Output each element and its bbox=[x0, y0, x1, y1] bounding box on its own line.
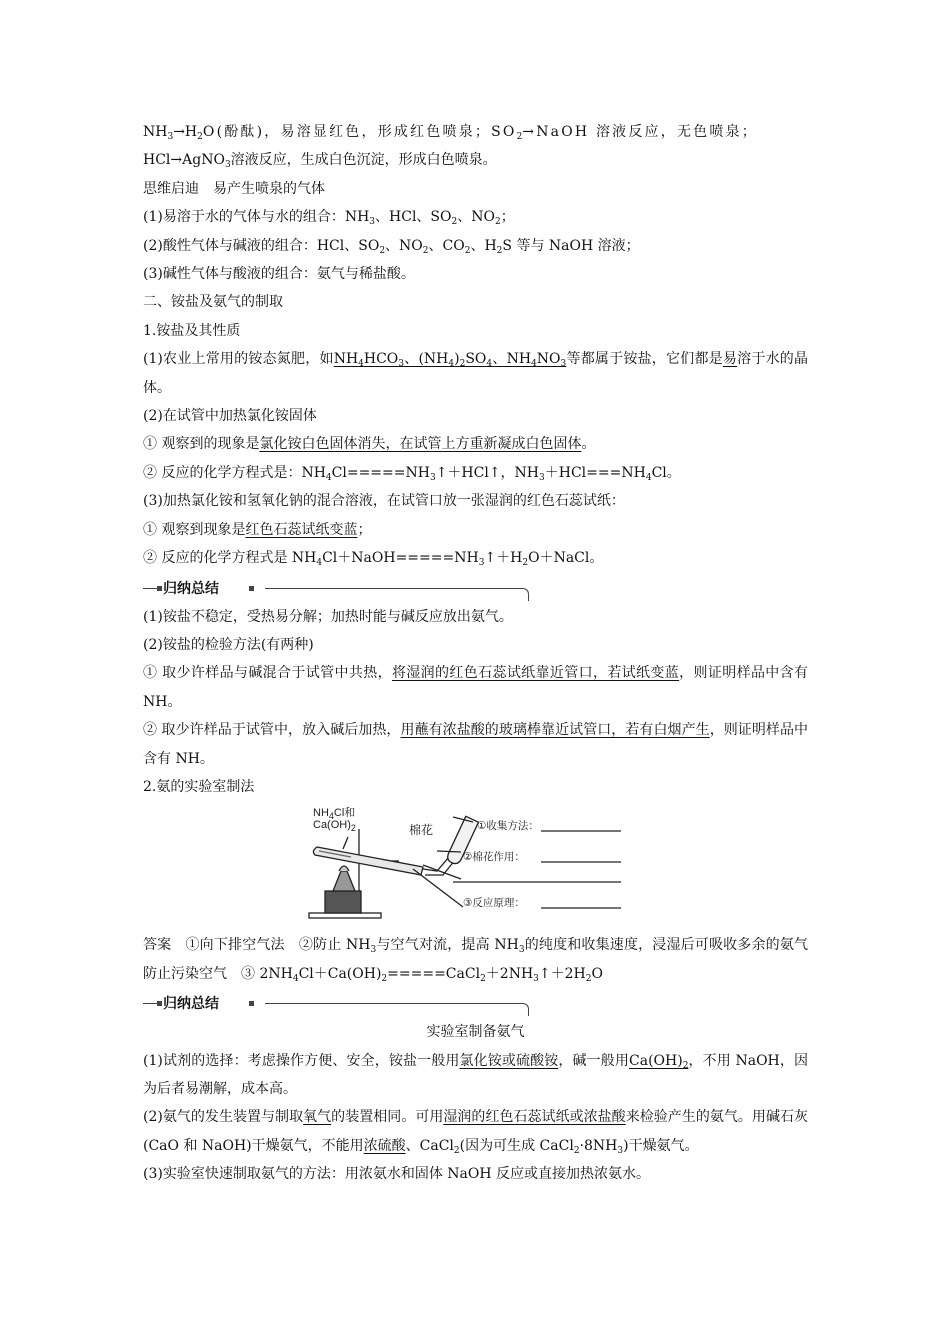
apparatus-figure bbox=[303, 807, 643, 925]
summary-item-3: ① 取少许样品与碱混合于试管中共热，将湿润的红色石蕊试纸靠近管口，若试纸变蓝，则证明样品中含有 NH。 bbox=[143, 665, 809, 710]
test-tube bbox=[313, 847, 423, 875]
lab-title: 实验室制备氨气 bbox=[426, 1024, 525, 1041]
summary-item-2: (2)铵盐的检验方法(有两种) bbox=[143, 636, 314, 653]
summary-banner-2 bbox=[143, 990, 808, 1018]
alcohol-lamp bbox=[333, 871, 355, 891]
paragraph-fountain-1: $NH_3\to H_2O$(酚酞)，易溶显红色，形成红色喷泉；$SO_2\to NaOH$ 溶液反应，无色喷泉； bbox=[143, 124, 758, 142]
subsection-heading-2: 2.氨的实验室制法 bbox=[143, 778, 255, 795]
summary-title-2: 归纳总结 bbox=[163, 996, 219, 1013]
answer-paragraph: 答案 ①向下排空气法 ②防止 $NH_3$与空气对流，提高 $NH_3$的纯度和收集速度，浸湿后可吸收多余的氨气防止污染空气 ③ $2NH_4Cl+Ca(OH)_2=====CaCl_2+2NH_3↑+2H_2O$ bbox=[143, 937, 808, 984]
wire-gauze-block bbox=[325, 891, 361, 913]
section-heading-2: 二、铵盐及氨气的制取 bbox=[143, 294, 283, 311]
reagent-label: $NH_4Cl$和 $Ca(OH)_2$ bbox=[313, 807, 356, 834]
ammonium-paragraph-6: ① 观察到现象是红色石蕊试纸变蓝； bbox=[143, 521, 372, 538]
stand-base bbox=[309, 913, 381, 918]
ammonium-paragraph-5: (3)加热氯化铵和氢氧化钠的混合溶液，在试管口放一张湿润的红色石蕊试纸： bbox=[143, 493, 625, 510]
lab-item-2: (2)氨气的发生装置与制取氧气的装置相同。可用湿润的红色石蕊试纸或浓盐酸来检验产生的氨气。用碱石灰(CaO 和 NaOH)干燥氨气，不能用浓硫酸、CaCl$_2$(因为可生成 $CaCl_2\cdot 8NH_3$)干燥氨气。 bbox=[143, 1109, 809, 1156]
lab-item-3: (3)实验室快速制取氨气的方法：用浓氨水和固体 NaOH 反应或直接加热浓氨水。 bbox=[143, 1166, 651, 1183]
ammonium-paragraph-7: ② 反应的化学方程式是 $NH_4Cl+NaOH=====NH_3↑+H_2O+NaCl$。 bbox=[143, 550, 604, 569]
summary-banner bbox=[143, 575, 808, 603]
cotton-label: 棉花 bbox=[409, 823, 434, 838]
think-item-3: (3)碱性气体与酸液的组合：氨气与稀盐酸。 bbox=[143, 266, 415, 283]
question-collection: ①收集方法： bbox=[477, 820, 539, 833]
ammonium-paragraph-2: (2)在试管中加热氯化铵固体 bbox=[143, 408, 317, 425]
ammonium-paragraph-3: ① 观察到的现象是氯化铵白色固体消失，在试管上方重新凝成白色固体。 bbox=[143, 436, 596, 453]
ammonium-paragraph-4: ② 反应的化学方程式是：$NH_4Cl=====NH_3↑+HCl↑$，$NH_3+HCl===NH_4Cl$。 bbox=[143, 464, 681, 483]
lab-item-1: (1)试剂的选择：考虑操作方便、安全，铵盐一般用氯化铵或硫酸铵，碱一般用$Ca(OH)_2$，不用 NaOH，因为后者易潮解，成本高。 bbox=[143, 1052, 809, 1097]
ammonium-paragraph-1: (1)农业上常用的铵态氮肥，如$NH_4HCO_3$、$(NH_4)_2SO_4$、$NH_4NO_3$等都属于铵盐，它们都是易溶于水的晶体。 bbox=[143, 351, 809, 396]
document-page bbox=[143, 118, 808, 1189]
think-item-1: (1)易溶于水的气体与水的组合：$NH_3$、HCl、$SO_2$、$NO_2$； bbox=[143, 209, 515, 228]
summary-item-1: (1)铵盐不稳定，受热易分解；加热时能与碱反应放出氨气。 bbox=[143, 608, 513, 625]
paragraph-fountain-2: HCl→AgNO$_3$溶液反应，生成白色沉淀，形成白色喷泉。 bbox=[143, 152, 497, 171]
summary-title: 归纳总结 bbox=[163, 580, 219, 597]
think-item-2: (2)酸性气体与碱液的组合：HCl、$SO_2$、$NO_2$、$CO_2$、$H_2S$ 等与 NaOH 溶液； bbox=[143, 237, 640, 256]
question-principle: ③反应原理： bbox=[463, 897, 525, 910]
summary-item-4: ② 取少许样品于试管中，放入碱后加热，用蘸有浓盐酸的玻璃棒靠近试管口，若有白烟产生，则证明样品中含有 NH。 bbox=[143, 722, 809, 767]
question-cotton: ②棉花作用： bbox=[463, 851, 525, 864]
think-heading: 思维启迪 易产生喷泉的气体 bbox=[143, 180, 325, 197]
subsection-heading-1: 1.铵盐及其性质 bbox=[143, 322, 241, 339]
